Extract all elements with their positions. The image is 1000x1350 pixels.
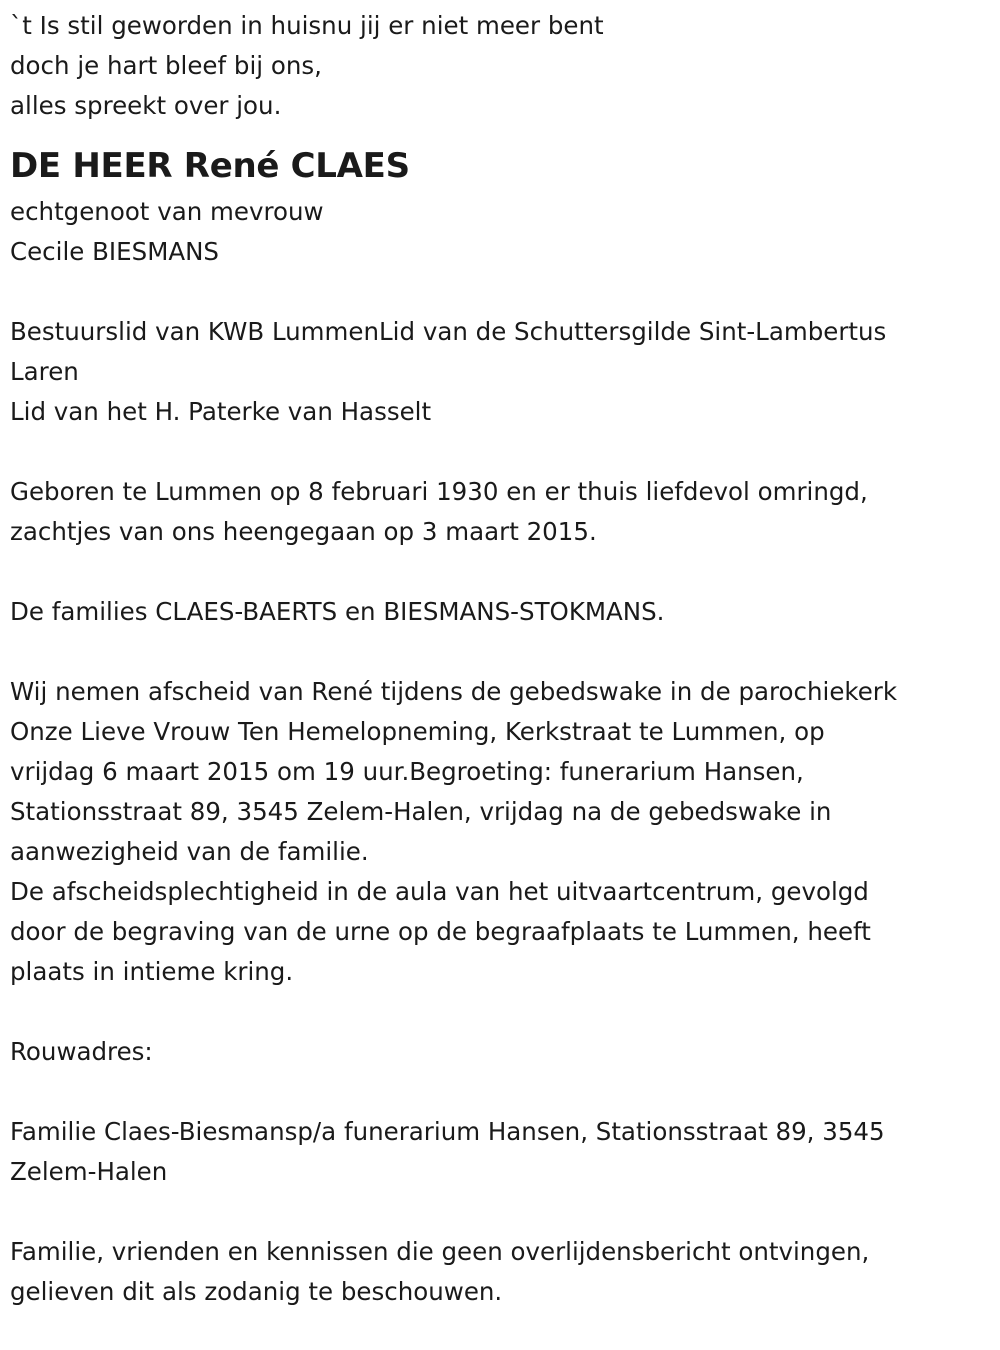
address-label: Rouwadres: (10, 1037, 153, 1066)
spacer (10, 272, 985, 312)
poem-line: alles spreekt over jou. (10, 91, 282, 120)
membership-line: Bestuurslid van KWB LummenLid van de Schuttersgilde Sint-Lambertus (10, 317, 887, 346)
families-section (10, 592, 985, 632)
spouse-section (10, 192, 985, 272)
spouse-line: echtgenoot van mevrouw (10, 197, 324, 226)
poem-line: `t Is stil geworden in huisnu jij er niet meer bent (10, 11, 604, 40)
ceremony-line: vrijdag 6 maart 2015 om 19 uur.Begroeting: funerarium Hansen, (10, 757, 804, 786)
closing-section (10, 1232, 985, 1312)
memberships-section (10, 312, 985, 432)
ceremony-line: De afscheidsplechtigheid in de aula van het uitvaartcentrum, gevolgd (10, 877, 869, 906)
ceremony-line: Onze Lieve Vrouw Ten Hemelopneming, Kerkstraat te Lummen, op (10, 717, 825, 746)
ceremony-line: plaats in intieme kring. (10, 957, 294, 986)
death-notice (10, 6, 985, 1312)
spacer (10, 632, 985, 672)
spacer (10, 1192, 985, 1232)
membership-line: Lid van het H. Paterke van Hasselt (10, 397, 432, 426)
membership-line: Laren (10, 357, 79, 386)
ceremony-line: aanwezigheid van de familie. (10, 837, 369, 866)
closing-line: gelieven dit als zodanig te beschouwen. (10, 1277, 503, 1306)
spacer (10, 1072, 985, 1112)
birth-death-line: Geboren te Lummen op 8 februari 1930 en er thuis liefdevol omringd, (10, 477, 868, 506)
closing-line: Familie, vrienden en kennissen die geen overlijdensbericht ontvingen, (10, 1237, 870, 1266)
deceased-name: DE HEER René CLAES (10, 146, 410, 186)
address-line: Familie Claes-Biesmansp/a funerarium Hansen, Stationsstraat 89, 3545 (10, 1117, 885, 1146)
ceremony-line: Wij nemen afscheid van René tijdens de gebedswake in de parochiekerk (10, 677, 898, 706)
birth-death-section (10, 472, 985, 552)
poem-line: doch je hart bleef bij ons, (10, 51, 322, 80)
address-section (10, 1112, 985, 1192)
spacer (10, 992, 985, 1032)
birth-death-line: zachtjes van ons heengegaan op 3 maart 2015. (10, 517, 597, 546)
poem (10, 6, 985, 126)
spacer (10, 552, 985, 592)
address-line: Zelem-Halen (10, 1157, 168, 1186)
ceremony-section (10, 672, 985, 992)
families-line: De families CLAES-BAERTS en BIESMANS-STOKMANS. (10, 597, 665, 626)
spouse-line: Cecile BIESMANS (10, 237, 219, 266)
ceremony-line: door de begraving van de urne op de begraafplaats te Lummen, heeft (10, 917, 871, 946)
spacer (10, 432, 985, 472)
ceremony-line: Stationsstraat 89, 3545 Zelem-Halen, vrijdag na de gebedswake in (10, 797, 832, 826)
